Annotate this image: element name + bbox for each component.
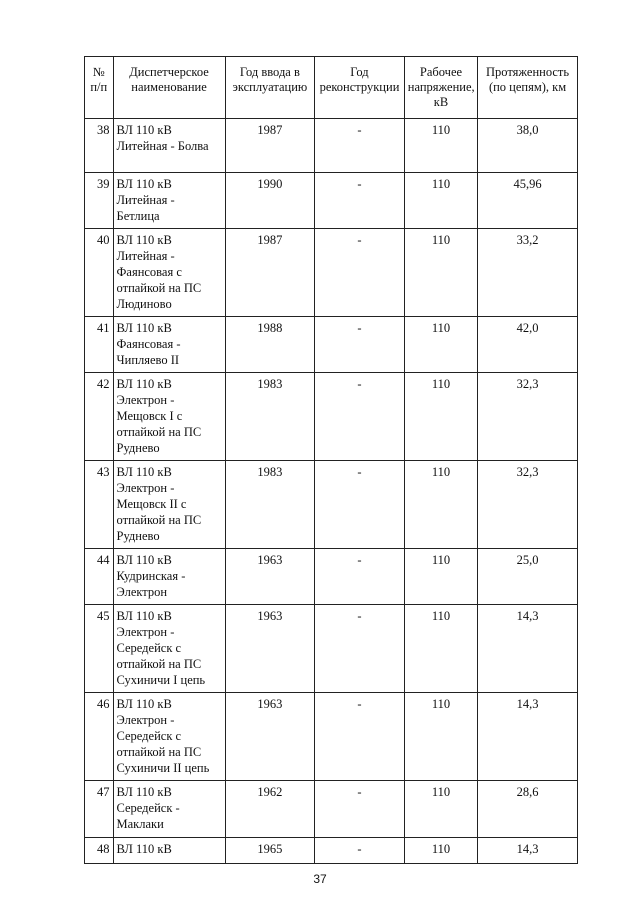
- row-reconstruction: -: [315, 461, 405, 549]
- table-row: [85, 119, 578, 173]
- row-year: 1963: [225, 549, 315, 605]
- row-reconstruction: -: [315, 605, 405, 693]
- row-voltage: 110: [404, 119, 477, 173]
- power-lines-table: [84, 56, 578, 864]
- row-year: 1987: [225, 119, 315, 173]
- table-row: [85, 693, 578, 781]
- header-year: Год ввода в эксплуатацию: [225, 57, 315, 119]
- row-length: 45,96: [478, 173, 578, 229]
- row-year: 1965: [225, 838, 315, 864]
- row-length: 25,0: [478, 549, 578, 605]
- row-num: 48: [85, 838, 114, 864]
- row-reconstruction: -: [315, 173, 405, 229]
- table-row: [85, 373, 578, 461]
- row-name: ВЛ 110 кВ Литейная - Фаянсовая с отпайкой на ПС Людиново: [113, 229, 225, 317]
- row-name: ВЛ 110 кВ Электрон - Мещовск II с отпайкой на ПС Руднево: [113, 461, 225, 549]
- row-year: 1988: [225, 317, 315, 373]
- row-num: 39: [85, 173, 114, 229]
- table-row: [85, 549, 578, 605]
- table-row: [85, 229, 578, 317]
- header-num: № п/п: [85, 57, 114, 119]
- row-voltage: 110: [404, 373, 477, 461]
- row-num: 44: [85, 549, 114, 605]
- row-reconstruction: -: [315, 838, 405, 864]
- row-name: ВЛ 110 кВ Литейная - Болва: [113, 119, 225, 173]
- row-reconstruction: -: [315, 781, 405, 838]
- row-name: ВЛ 110 кВ Фаянсовая - Чипляево II: [113, 317, 225, 373]
- row-voltage: 110: [404, 229, 477, 317]
- row-reconstruction: -: [315, 549, 405, 605]
- row-num: 38: [85, 119, 114, 173]
- row-reconstruction: -: [315, 229, 405, 317]
- row-year: 1962: [225, 781, 315, 838]
- row-length: 14,3: [478, 693, 578, 781]
- row-reconstruction: -: [315, 317, 405, 373]
- row-reconstruction: -: [315, 693, 405, 781]
- row-name: ВЛ 110 кВ Кудринская - Электрон: [113, 549, 225, 605]
- row-length: 42,0: [478, 317, 578, 373]
- row-name: ВЛ 110 кВ: [113, 838, 225, 864]
- row-length: 32,3: [478, 461, 578, 549]
- row-voltage: 110: [404, 781, 477, 838]
- table-row: [85, 781, 578, 838]
- row-name: ВЛ 110 кВ Электрон - Середейск с отпайкой на ПС Сухиничи II цепь: [113, 693, 225, 781]
- row-num: 43: [85, 461, 114, 549]
- row-voltage: 110: [404, 461, 477, 549]
- table-row: [85, 605, 578, 693]
- row-year: 1983: [225, 461, 315, 549]
- row-num: 40: [85, 229, 114, 317]
- page-number: 37: [313, 872, 327, 886]
- row-voltage: 110: [404, 693, 477, 781]
- header-reconstruction: Год реконструкции: [315, 57, 405, 119]
- row-voltage: 110: [404, 549, 477, 605]
- row-reconstruction: -: [315, 119, 405, 173]
- table-header-row: [85, 57, 578, 119]
- row-name: ВЛ 110 кВ Электрон - Мещовск I с отпайкой на ПС Руднево: [113, 373, 225, 461]
- row-year: 1983: [225, 373, 315, 461]
- row-year: 1987: [225, 229, 315, 317]
- row-year: 1990: [225, 173, 315, 229]
- row-num: 47: [85, 781, 114, 838]
- row-length: 14,3: [478, 605, 578, 693]
- table-row: [85, 173, 578, 229]
- row-num: 46: [85, 693, 114, 781]
- header-name: Диспетчерское наименование: [113, 57, 225, 119]
- row-reconstruction: -: [315, 373, 405, 461]
- row-num: 41: [85, 317, 114, 373]
- table-row: [85, 461, 578, 549]
- row-num: 45: [85, 605, 114, 693]
- table-body: [85, 119, 578, 864]
- table-row: [85, 838, 578, 864]
- row-length: 38,0: [478, 119, 578, 173]
- row-voltage: 110: [404, 317, 477, 373]
- table-row: [85, 317, 578, 373]
- header-length: Протяженность (по цепям), км: [478, 57, 578, 119]
- row-voltage: 110: [404, 605, 477, 693]
- row-name: ВЛ 110 кВ Литейная - Бетлица: [113, 173, 225, 229]
- row-year: 1963: [225, 605, 315, 693]
- row-voltage: 110: [404, 838, 477, 864]
- row-length: 14,3: [478, 838, 578, 864]
- row-length: 33,2: [478, 229, 578, 317]
- row-num: 42: [85, 373, 114, 461]
- row-name: ВЛ 110 кВ Середейск - Маклаки: [113, 781, 225, 838]
- row-length: 32,3: [478, 373, 578, 461]
- header-voltage: Рабочее напряжение, кВ: [404, 57, 477, 119]
- row-name: ВЛ 110 кВ Электрон - Середейск с отпайкой на ПС Сухиничи I цепь: [113, 605, 225, 693]
- row-year: 1963: [225, 693, 315, 781]
- row-voltage: 110: [404, 173, 477, 229]
- row-length: 28,6: [478, 781, 578, 838]
